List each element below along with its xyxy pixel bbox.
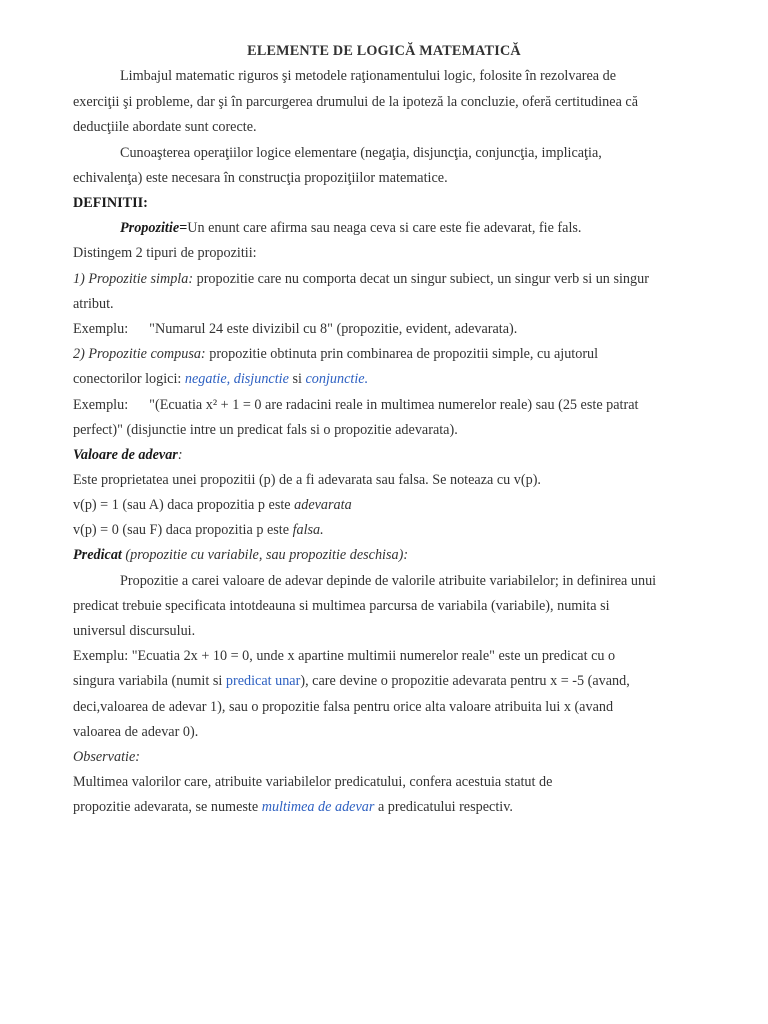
proposition-definition-text: Un enunt care afirma sau neaga ceva si care este fie adevarat, fie fals. <box>187 220 582 236</box>
connectors-text: conectorilor logici: <box>73 371 185 387</box>
predicate-example-line-3: deci,valoarea de adevar 1), sau o propozitie falsa pentru orice alta valoare atribuita lui x (avand <box>73 699 614 715</box>
proposition-definition <box>120 219 581 237</box>
truth-value-false-text: v(p) = 0 (sau F) daca propozitia p este <box>73 522 293 538</box>
operations-paragraph-line-1: Cunoaşterea operaţiilor logice elementare (negaţia, disjuncţia, conjuncţia, implicaţia, <box>120 145 602 161</box>
example-2-label: Exemplu: <box>73 397 129 413</box>
observation-line-2 <box>73 798 513 816</box>
simple-proposition-line-2: atribut. <box>73 296 114 312</box>
truth-value-heading-line <box>73 446 183 464</box>
compound-proposition-line-2 <box>73 370 368 388</box>
intro-paragraph-line-1: Limbajul matematic riguros şi metodele raţionamentului logic, folosite în rezolvarea de <box>120 68 617 84</box>
proposition-term: Propozitie= <box>120 220 188 236</box>
link-negatie-disjunctie[interactable]: negatie, disjunctie <box>184 371 289 387</box>
simple-proposition-line-1 <box>73 270 649 288</box>
predicate-heading-line <box>73 546 408 564</box>
truth-value-true <box>73 496 352 514</box>
truth-value-definition: Este proprietatea unei propozitii (p) de a fi adevarata sau falsa. Se noteaza cu v(p). <box>73 472 541 488</box>
observation-text: propozitie adevarata, se numeste <box>73 799 262 815</box>
compound-proposition-line-1 <box>73 345 598 363</box>
simple-proposition-label: 1) Propozitie simpla: <box>73 271 194 287</box>
types-intro: Distingem 2 tipuri de propozitii: <box>73 245 257 261</box>
connectors-and: si <box>288 371 306 387</box>
truth-value-heading: Valoare de adevar <box>73 447 178 463</box>
example-1 <box>73 320 517 338</box>
truth-value-true-word: adevarata <box>294 497 352 513</box>
predicate-definition-line-1: Propozitie a carei valoare de adevar depinde de valorile atribuite variabilelor; in definirea unui <box>120 573 657 589</box>
truth-value-false <box>73 521 324 539</box>
example-2-line-2: perfect)" (disjunctie intre un predicat fals si o propozitie adevarata). <box>73 422 458 438</box>
observation-text-cont: a predicatului respectiv. <box>374 799 513 815</box>
example-1-label: Exemplu: <box>73 321 129 337</box>
truth-value-true-text: v(p) = 1 (sau A) daca propozitia p este <box>73 497 295 513</box>
compound-proposition-text: propozitie obtinuta prin combinarea de propozitii simple, cu ajutorul <box>205 346 599 362</box>
predicate-example-line-1: Exemplu: "Ecuatia 2x + 10 = 0, unde x apartine multimii numerelor reale" este un predicat cu o <box>73 648 616 664</box>
observation-heading: Observatie: <box>73 749 140 765</box>
predicate-definition-line-2: predicat trebuie specificata intotdeauna si multimea parcursa de variabila (variabile), numita si <box>73 598 610 614</box>
example-2-line-1 <box>73 396 638 414</box>
definitions-heading: DEFINITII: <box>73 195 148 211</box>
predicate-heading: Predicat <box>73 547 122 563</box>
intro-paragraph-line-3: deducţiile abordate sunt corecte. <box>73 119 257 135</box>
example-2-text: "(Ecuatia x² + 1 = 0 are radacini reale in multimea numerelor reale) sau (25 este patrat <box>149 397 639 413</box>
link-conjunctie[interactable]: conjunctie. <box>305 371 369 387</box>
link-multimea-de-adevar[interactable]: multimea de adevar <box>261 799 375 815</box>
link-predicat-unar[interactable]: predicat unar <box>225 673 301 689</box>
predicate-example-text: singura variabila (numit si <box>73 673 226 689</box>
predicate-example-line-4: valoarea de adevar 0). <box>73 724 199 740</box>
predicate-example-text-cont: ), care devine o propozitie adevarata pentru x = -5 (avand, <box>300 673 630 689</box>
document-title: ELEMENTE DE LOGICĂ MATEMATICĂ <box>247 43 521 59</box>
truth-value-false-word: falsa. <box>292 522 324 538</box>
simple-proposition-text: propozitie care nu comporta decat un singur subiect, un singur verb si un singur <box>193 271 649 287</box>
predicate-example-line-2 <box>73 672 630 690</box>
observation-line-1: Multimea valorilor care, atribuite variabilelor predicatului, confera acestuia statut de <box>73 774 553 790</box>
truth-value-colon: : <box>177 447 183 463</box>
predicate-subheading: (propozitie cu variabile, sau propozitie deschisa): <box>121 547 409 563</box>
intro-paragraph-line-2: exerciţii şi probleme, dar şi în parcurgerea drumului de la ipoteză la concluzie, oferă certitudinea că <box>73 94 639 110</box>
predicate-definition-line-3: universul discursului. <box>73 623 196 639</box>
example-1-text: "Numarul 24 este divizibil cu 8" (propozitie, evident, adevarata). <box>149 321 518 337</box>
compound-proposition-label: 2) Propozitie compusa: <box>73 346 206 362</box>
operations-paragraph-line-2: echivalenţa) este necesara în construcţia propoziţiilor matematice. <box>73 170 448 186</box>
